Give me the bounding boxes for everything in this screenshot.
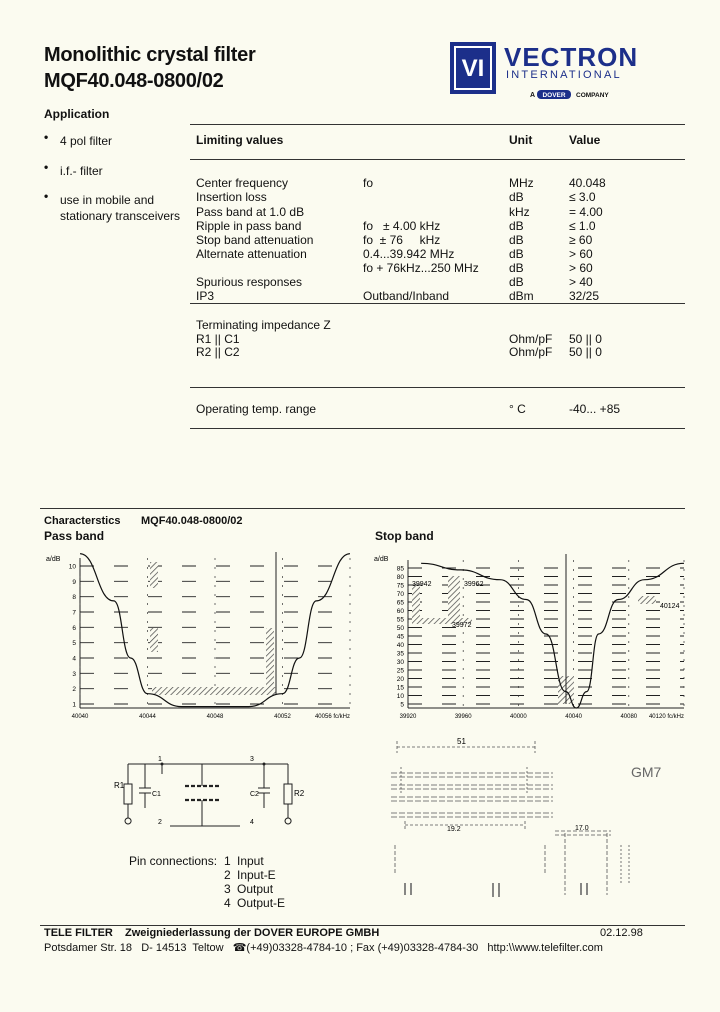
limit-name: Center frequency [196, 176, 289, 190]
limit-value: > 40 [569, 275, 593, 289]
x-tick-label: 40044 [139, 714, 156, 720]
operating-unit: ° C [509, 402, 526, 416]
circuit-pin4: 4 [250, 819, 254, 826]
limit-name: Ripple in pass band [196, 219, 302, 233]
passband-ripple-mark [152, 687, 276, 695]
operating-value: -40... +85 [569, 402, 621, 416]
limit-value: ≤ 3.0 [569, 190, 596, 204]
characteristics-heading: Characterstics [44, 515, 121, 527]
y-tick-label: 9 [72, 578, 76, 586]
y-tick-label: 10 [396, 693, 404, 700]
x-tick-label: 40056 fc/kHz [314, 714, 350, 720]
passband-limit-mark [266, 628, 274, 688]
y-tick-label: 4 [72, 655, 76, 663]
limit-condition: Outband/Inband [363, 289, 450, 303]
x-tick-label: 40000 [510, 714, 527, 720]
pin-number: 4 [224, 896, 231, 910]
y-tick-label: 50 [396, 625, 404, 632]
limit-value: 32/25 [569, 289, 600, 303]
circuit-diagram [110, 752, 310, 837]
y-tick-label: 1 [72, 701, 76, 709]
termination-name: R2 || C2 [196, 345, 240, 359]
bullet-icon: • [44, 189, 49, 203]
y-tick-label: 7 [72, 609, 76, 617]
logo-tag-a: A [530, 92, 536, 99]
pass-ylabel: a/dB [46, 556, 61, 563]
termination-unit: Ohm/pF [509, 332, 553, 346]
logo-sub: INTERNATIONAL [506, 69, 622, 81]
operating-name: Operating temp. range [196, 402, 317, 416]
package-dim-side: 17.0 [575, 825, 589, 832]
application-item-cont: stationary transceivers [60, 209, 181, 223]
limit-unit: dB [509, 190, 524, 204]
pin-number: 2 [224, 868, 231, 882]
pass-band-chart [40, 548, 358, 738]
y-tick-label: 85 [396, 565, 404, 573]
passband-limit-mark [150, 628, 158, 652]
stop-band-title: Stop band [375, 529, 434, 543]
y-tick-label: 80 [396, 574, 404, 581]
package-dim-total: 51 [457, 737, 466, 746]
x-tick-label: 39960 [454, 714, 472, 720]
pin-connections-heading: Pin connections: [129, 854, 218, 868]
limit-name: Stop band attenuation [196, 233, 314, 247]
bullet-icon: • [44, 130, 49, 144]
y-tick-label: 65 [396, 599, 404, 607]
stop-annotation: 40124 [660, 603, 680, 610]
logo-tag-dover: DOVER [542, 92, 566, 99]
stop-ylabel: a/dB [374, 556, 389, 563]
bullet-icon: • [44, 160, 49, 174]
limit-value: = 4.00 [569, 205, 603, 219]
application-item: i.f.- filter [60, 164, 103, 178]
pin-number: 1 [224, 854, 231, 868]
y-tick-label: 8 [72, 594, 76, 602]
x-tick-label: 40040 [71, 714, 89, 720]
limit-unit: dB [509, 219, 524, 233]
application-heading: Application [44, 107, 110, 121]
limits-header-value: Value [569, 133, 601, 147]
limit-name: Insertion loss [196, 190, 267, 204]
package-drawing [385, 735, 685, 915]
x-tick-label: 40120 fc/kHz [648, 714, 684, 720]
pin-number: 3 [224, 882, 231, 896]
x-tick-label: 40048 [206, 714, 224, 720]
stopband-limit-mark [448, 576, 460, 620]
termination-value: 50 || 0 [569, 332, 602, 346]
logo-tag-company: COMPANY [576, 92, 609, 99]
circuit-r1: R1 [114, 781, 125, 790]
characteristics-model: MQF40.048-0800/02 [141, 515, 243, 527]
limit-name: Pass band at 1.0 dB [196, 205, 305, 219]
y-tick-label: 6 [72, 624, 76, 632]
limit-condition: fo + 76kHz...250 MHz [363, 261, 479, 275]
vectron-logo [446, 40, 696, 102]
pass-band-title: Pass band [44, 529, 105, 543]
y-tick-label: 10 [68, 563, 76, 571]
limit-value: > 60 [569, 261, 593, 275]
limits-header-unit: Unit [509, 133, 533, 147]
circuit-pin3: 3 [250, 756, 254, 763]
stop-annotation: 39942 [412, 581, 432, 588]
y-tick-label: 5 [400, 701, 404, 709]
stopband-limit-mark [638, 596, 656, 604]
package-code: GM7 [631, 764, 662, 780]
limit-value: ≤ 1.0 [569, 219, 596, 233]
x-tick-label: 40080 [620, 714, 638, 720]
y-tick-label: 30 [396, 659, 404, 666]
termination-name: R1 || C1 [196, 332, 240, 346]
footer-date: 02.12.98 [600, 927, 643, 939]
stop-band-chart [368, 548, 688, 738]
y-tick-label: 55 [396, 616, 404, 624]
circuit-c1: C1 [152, 791, 161, 798]
y-tick-label: 35 [396, 650, 404, 658]
package-dim-inner: 19.2 [447, 826, 461, 833]
y-tick-label: 75 [396, 582, 404, 590]
termination-unit: Ohm/pF [509, 345, 553, 359]
stopband-limit-mark [412, 586, 420, 620]
y-tick-label: 70 [396, 591, 404, 598]
stop-annotation: 39972 [452, 622, 472, 629]
y-tick-label: 20 [396, 676, 404, 683]
limit-unit: MHz [509, 176, 534, 190]
application-item: use in mobile and [60, 193, 155, 207]
page-title: Monolithic crystal filter [44, 44, 256, 66]
y-tick-label: 45 [396, 633, 404, 641]
limit-name: Spurious responses [196, 275, 303, 289]
y-tick-label: 15 [396, 684, 404, 692]
limit-value: > 60 [569, 247, 593, 261]
termination-value: 50 || 0 [569, 345, 602, 359]
y-tick-label: 3 [72, 670, 76, 678]
limit-unit: dB [509, 275, 524, 289]
application-item: 4 pol filter [60, 134, 113, 148]
pin-name: Output [237, 882, 274, 896]
x-tick-label: 39920 [399, 714, 417, 720]
y-tick-label: 2 [72, 686, 76, 694]
x-tick-label: 40040 [565, 714, 582, 720]
limit-value: ≥ 60 [569, 233, 593, 247]
limit-unit: dB [509, 261, 524, 275]
limit-condition: fo [363, 176, 374, 190]
limit-condition: 0.4...39.942 MHz [363, 247, 455, 261]
model-title: MQF40.048-0800/02 [44, 70, 224, 92]
limit-condition: fo ± 76 kHz [363, 233, 441, 247]
circuit-pin1: 1 [158, 756, 162, 763]
limit-unit: kHz [509, 205, 530, 219]
y-tick-label: 5 [72, 640, 76, 648]
pin-name: Input [237, 854, 264, 868]
limit-name: Alternate attenuation [196, 247, 307, 261]
limit-value: 40.048 [569, 176, 606, 190]
stop-annotation: 39962 [464, 581, 484, 588]
circuit-pin2: 2 [158, 819, 162, 826]
pin-name: Output-E [237, 896, 286, 910]
y-tick-label: 60 [396, 608, 404, 615]
y-tick-label: 25 [396, 667, 404, 675]
footer-address: Potsdamer Str. 18 D- 14513 Teltow ☎(+49)03328-4784-10 ; Fax (+49)03328-4784-30 http:\\www.telefilter.com [44, 942, 603, 954]
passband-limit-mark [150, 562, 158, 588]
footer-branch: Zweigniederlassung der DOVER EUROPE GMBH [125, 927, 380, 939]
limit-name: IP3 [196, 289, 215, 303]
logo-name: VECTRON [504, 42, 639, 72]
circuit-c2: C2 [250, 791, 259, 798]
x-tick-label: 40052 [274, 714, 291, 720]
circuit-r2: R2 [294, 789, 305, 798]
limit-unit: dBm [509, 289, 534, 303]
limits-header-name: Limiting values [196, 133, 284, 147]
limit-condition: fo ± 4.00 kHz [363, 219, 441, 233]
termination-heading: Terminating impedance Z [196, 318, 331, 332]
y-tick-label: 40 [396, 642, 404, 649]
logo-mark: VI [461, 55, 485, 82]
footer-company: TELE FILTER [44, 927, 113, 939]
limit-unit: dB [509, 233, 524, 247]
pin-name: Input-E [237, 868, 276, 882]
limit-unit: dB [509, 247, 524, 261]
